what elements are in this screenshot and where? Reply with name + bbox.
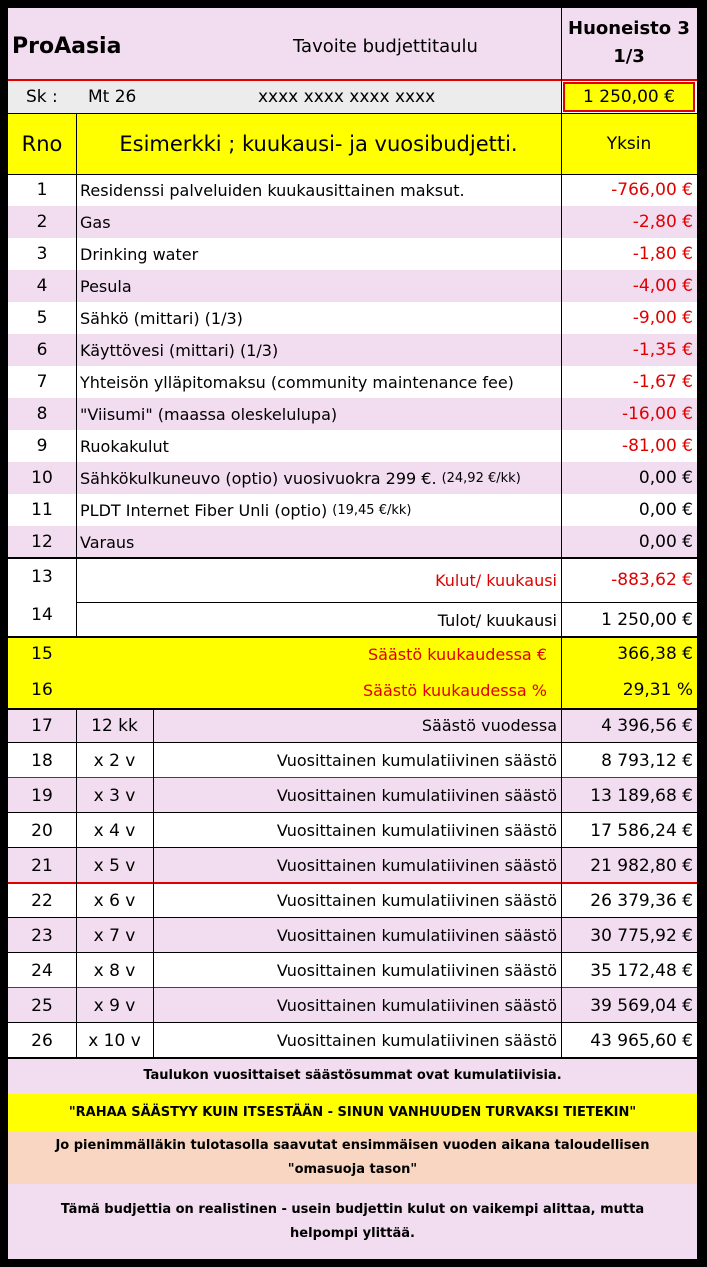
red-rule-header [8, 79, 697, 81]
row16-value: 29,31 % [622, 680, 693, 700]
page-title: Tavoite budjettitaulu [293, 35, 478, 57]
row14-number: 14 [31, 605, 53, 625]
expense-label-text: Ruokakulut [80, 436, 169, 456]
expense-label [76, 526, 561, 558]
savings-period: x 7 v [93, 925, 136, 946]
brand-name: ProAasia [12, 33, 122, 59]
sk-code: Mt 26 [88, 87, 137, 107]
savings-label: Vuosittainen kumulatiivinen säästö [276, 786, 557, 805]
savings-period: 12 kk [91, 715, 138, 736]
expense-value: 0,00 € [638, 532, 693, 552]
savings-number: 26 [31, 1030, 53, 1051]
note-lowest-income [8, 1132, 697, 1184]
savings-number: 25 [31, 995, 53, 1016]
savings-label: Säästö vuodessa [421, 716, 557, 735]
rule-row14-bottom [8, 636, 697, 638]
expense-label-text: Pesula [80, 276, 132, 296]
savings-value: 30 775,92 € [590, 925, 693, 946]
note-lowest-income-line1: Jo pienimmälläkin tulotasolla saavutat ensimmäisen vuoden aikana taloudellisen [55, 1138, 650, 1153]
row13-number: 13 [31, 567, 53, 587]
expense-number: 9 [36, 436, 48, 456]
vrule-main-right [561, 8, 562, 1058]
apartment-cell [561, 8, 697, 80]
note-realistic [8, 1184, 697, 1259]
rule-row16-bottom [8, 708, 697, 710]
expense-label-text: Yhteisön ylläpitomaksu (community maintenance fee) [80, 372, 514, 392]
savings-number: 21 [31, 855, 53, 876]
expense-value: -1,35 € [632, 340, 693, 360]
savings-number: 23 [31, 925, 53, 946]
row16-number: 16 [31, 680, 53, 700]
expense-number: 10 [31, 468, 53, 488]
savings-period: x 2 v [93, 750, 136, 771]
vrule-savings-left [76, 708, 77, 1058]
row16-label: Säästö kuukaudessa % [363, 680, 547, 700]
expense-number: 3 [36, 244, 48, 264]
expense-value: -1,67 € [632, 372, 693, 392]
savings-period: x 3 v [93, 785, 136, 806]
note-slogan: "RAHAA SÄÄSTYY KUIN ITSESTÄÄN - SINUN VANHUUDEN TURVAKSI TIETEKIN" [8, 1094, 697, 1132]
row15-number: 15 [31, 644, 53, 664]
savings-label: Vuosittainen kumulatiivinen säästö [276, 926, 557, 945]
expense-number: 11 [31, 500, 53, 520]
rule-row13-bottom [76, 602, 697, 603]
savings-value: 35 172,48 € [590, 960, 693, 981]
savings-value: 39 569,04 € [590, 995, 693, 1016]
apartment-share: 1/3 [613, 46, 645, 67]
expense-label-note: (24,92 €/kk) [441, 470, 521, 486]
expense-number: 4 [36, 276, 48, 296]
savings-value: 17 586,24 € [590, 820, 693, 841]
savings-period: x 8 v [93, 960, 136, 981]
savings-value: 26 379,36 € [590, 890, 693, 911]
expense-value: -16,00 € [621, 404, 693, 424]
expense-label-text: Käyttövesi (mittari) (1/3) [80, 340, 279, 360]
savings-number: 18 [31, 750, 53, 771]
savings-value: 8 793,12 € [601, 750, 693, 771]
savings-value: 21 982,80 € [590, 855, 693, 876]
expense-label [76, 462, 561, 494]
row13-label: Kulut/ kuukausi [435, 570, 557, 590]
savings-value: 4 396,56 € [601, 715, 693, 736]
expense-label-text: Gas [80, 212, 111, 232]
savings-label: Vuosittainen kumulatiivinen säästö [276, 856, 557, 875]
sk-label: Sk : [26, 87, 58, 107]
income-top-value: 1 250,00 € [563, 82, 695, 112]
expense-label-text: Residenssi palveluiden kuukausittainen maksut. [80, 180, 465, 200]
budget-sheet [8, 8, 697, 1259]
row14-label: Tulot/ kuukausi [437, 610, 557, 630]
sk-number: xxxx xxxx xxxx xxxx [258, 87, 436, 107]
savings-period: x 10 v [88, 1030, 141, 1051]
expense-label-text: PLDT Internet Fiber Unli (optio) [80, 500, 328, 520]
expense-label-text: Sähkö (mittari) (1/3) [80, 308, 243, 328]
expense-value: -81,00 € [621, 436, 693, 456]
rule-colhead-bottom [8, 174, 697, 175]
expense-label [76, 206, 561, 238]
col-header-rno: Rno [8, 114, 76, 174]
note-lowest-income-line2: "omasuoja tason" [287, 1162, 418, 1177]
savings-number: 19 [31, 785, 53, 806]
col-header-example: Esimerkki ; kuukausi- ja vuosibudjetti. [76, 114, 561, 174]
row15-label: Säästö kuukaudessa € [368, 644, 547, 664]
expense-label [76, 302, 561, 334]
note-cumulative: Taulukon vuosittaiset säästösummat ovat kumulatiivisia. [8, 1058, 697, 1094]
row13-value: -883,62 € [611, 570, 693, 590]
expense-value: 0,00 € [638, 500, 693, 520]
note-realistic-line2: helpompi ylittää. [290, 1225, 415, 1241]
expense-number: 12 [31, 532, 53, 552]
expense-value: -2,80 € [632, 212, 693, 232]
row15-value: 366,38 € [617, 644, 693, 664]
expense-label [76, 270, 561, 302]
expense-label [76, 430, 561, 462]
expense-label [76, 174, 561, 206]
savings-label: Vuosittainen kumulatiivinen säästö [276, 891, 557, 910]
savings-label: Vuosittainen kumulatiivinen säästö [276, 1031, 557, 1050]
expense-number: 1 [36, 180, 48, 200]
rule-row26-bottom [8, 1057, 697, 1059]
expense-label-text: "Viisumi" (maassa oleskelulupa) [80, 404, 338, 424]
expense-value: -1,80 € [632, 244, 693, 264]
savings-number: 22 [31, 890, 53, 911]
note-realistic-line1: Tämä budjettia on realistinen - usein budjettin kulut on vaikempi alittaa, mutta [60, 1201, 645, 1217]
expense-value: -9,00 € [632, 308, 693, 328]
savings-number: 20 [31, 820, 53, 841]
expense-number: 8 [36, 404, 48, 424]
expense-label [76, 398, 561, 430]
savings-period: x 4 v [93, 820, 136, 841]
expense-label [76, 238, 561, 270]
rule-row12-bottom [8, 557, 697, 559]
vrule-main-left [76, 114, 77, 636]
savings-period: x 6 v [93, 890, 136, 911]
savings-value: 13 189,68 € [590, 785, 693, 806]
apartment-name: Huoneisto 3 [568, 18, 690, 39]
expense-label [76, 334, 561, 366]
vrule-savings-mid [153, 708, 154, 1058]
savings-number: 24 [31, 960, 53, 981]
expense-number: 5 [36, 308, 48, 328]
savings-number: 17 [31, 715, 53, 736]
expense-value: -4,00 € [632, 276, 693, 296]
col-header-alone: Yksin [561, 114, 697, 174]
savings-period: x 5 v [93, 855, 136, 876]
expense-label [76, 494, 561, 526]
expense-label-text: Sähkökulkuneuvo (optio) vuosivuokra 299 €. [80, 468, 437, 488]
savings-label: Vuosittainen kumulatiivinen säästö [276, 996, 557, 1015]
expense-label-note: (19,45 €/kk) [332, 502, 412, 518]
expense-number: 2 [36, 212, 48, 232]
row14-value: 1 250,00 € [601, 610, 693, 630]
expense-number: 6 [36, 340, 48, 360]
expense-label [76, 366, 561, 398]
savings-period: x 9 v [93, 995, 136, 1016]
savings-value: 43 965,60 € [590, 1030, 693, 1051]
savings-label: Vuosittainen kumulatiivinen säästö [276, 961, 557, 980]
expense-value: 0,00 € [638, 468, 693, 488]
expense-value: -766,00 € [611, 180, 693, 200]
rule-sk-bottom [8, 113, 697, 114]
expense-label-text: Drinking water [80, 244, 199, 264]
expense-number: 7 [36, 372, 48, 392]
savings-label: Vuosittainen kumulatiivinen säästö [276, 821, 557, 840]
savings-label: Vuosittainen kumulatiivinen säästö [276, 751, 557, 770]
expense-label-text: Varaus [80, 532, 135, 552]
